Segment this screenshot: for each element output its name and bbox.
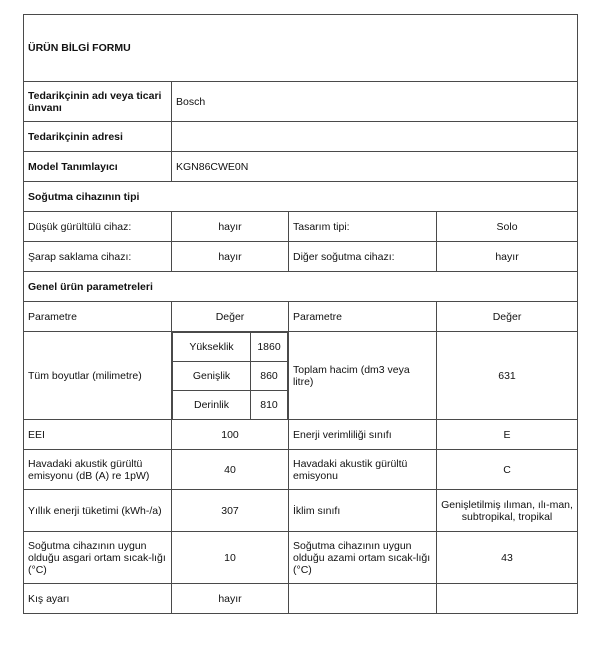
model-value: KGN86CWE0N	[172, 152, 578, 182]
max-temp-value: 43	[437, 532, 578, 584]
winter-setting-label: Kış ayarı	[24, 584, 172, 614]
wine-storage-value: hayır	[172, 242, 289, 272]
other-appliance-label: Diğer soğutma cihazı:	[289, 242, 437, 272]
supplier-address-label: Tedarikçinin adresi	[24, 122, 172, 152]
empty-cell-label	[289, 584, 437, 614]
energy-class-label: Enerji verimliliği sınıfı	[289, 420, 437, 450]
supplier-name-label: Tedarikçinin adı veya ticari ünvanı	[24, 82, 172, 122]
max-temp-label: Soğutma cihazının uygun olduğu azami ortam sıcak-lığı (°C)	[289, 532, 437, 584]
annual-energy-label: Yıllık enerji tüketimi (kWh-/a)	[24, 490, 172, 532]
empty-cell-value	[437, 584, 578, 614]
width-value: 860	[251, 362, 288, 391]
general-section-heading: Genel ürün parametreleri	[24, 272, 578, 302]
param-header-left: Parametre	[24, 302, 172, 332]
dimensions-subtable	[172, 332, 288, 419]
climate-class-value: Genişletilmiş ılıman, ılı-man, subtropikal, tropikal	[437, 490, 578, 532]
min-temp-value: 10	[172, 532, 289, 584]
eei-value: 100	[172, 420, 289, 450]
noise-emission-value: 40	[172, 450, 289, 490]
other-appliance-value: hayır	[437, 242, 578, 272]
height-value: 1860	[251, 333, 288, 362]
eei-label: EEI	[24, 420, 172, 450]
total-volume-label: Toplam hacim (dm3 veya litre)	[289, 332, 437, 420]
height-label: Yükseklik	[173, 333, 251, 362]
design-type-label: Tasarım tipi:	[289, 212, 437, 242]
dimensions-label: Tüm boyutlar (milimetre)	[24, 332, 172, 420]
climate-class-label: İklim sınıfı	[289, 490, 437, 532]
depth-value: 810	[251, 391, 288, 420]
param-header-right: Parametre	[289, 302, 437, 332]
noise-emission-label: Havadaki akustik gürültü emisyonu (dB (A) re 1pW)	[24, 450, 172, 490]
min-temp-label: Soğutma cihazının uygun olduğu asgari ortam sıcak-lığı (°C)	[24, 532, 172, 584]
product-info-form	[23, 14, 578, 614]
winter-setting-value: hayır	[172, 584, 289, 614]
value-header-left: Değer	[172, 302, 289, 332]
annual-energy-value: 307	[172, 490, 289, 532]
low-noise-value: hayır	[172, 212, 289, 242]
supplier-name-value: Bosch	[172, 82, 578, 122]
value-header-right: Değer	[437, 302, 578, 332]
model-label: Model Tanımlayıcı	[24, 152, 172, 182]
form-title: ÜRÜN BİLGİ FORMU	[24, 15, 578, 82]
depth-label: Derinlik	[173, 391, 251, 420]
energy-class-value: E	[437, 420, 578, 450]
total-volume-value: 631	[437, 332, 578, 420]
dimensions-values	[172, 332, 289, 420]
design-type-value: Solo	[437, 212, 578, 242]
noise-class-value: C	[437, 450, 578, 490]
wine-storage-label: Şarap saklama cihazı:	[24, 242, 172, 272]
noise-class-label: Havadaki akustik gürültü emisyonu	[289, 450, 437, 490]
low-noise-label: Düşük gürültülü cihaz:	[24, 212, 172, 242]
supplier-address-value	[172, 122, 578, 152]
type-section-heading: Soğutma cihazının tipi	[24, 182, 578, 212]
width-label: Genişlik	[173, 362, 251, 391]
